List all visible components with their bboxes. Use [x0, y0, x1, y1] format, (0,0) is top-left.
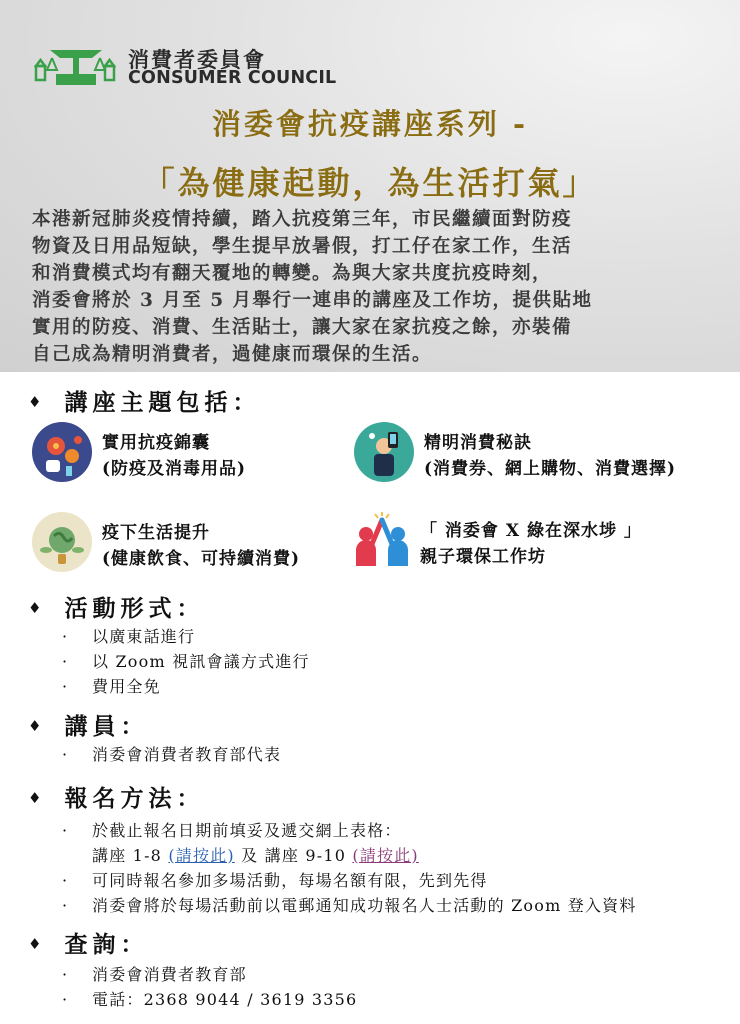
topic-detail: (防疫及消毒用品)	[102, 459, 247, 479]
diamond-bullet-icon: ♦	[28, 599, 47, 617]
list-item-text: 消委會消費者教育部	[92, 965, 247, 984]
section-title: 查詢：	[64, 931, 149, 958]
bullet-dot: ·	[62, 896, 69, 915]
list-item	[62, 893, 637, 918]
list-item	[62, 962, 357, 987]
topic-title: 精明消費秘訣	[424, 433, 532, 453]
topic-detail: (消費券、網上購物、消費選擇)	[424, 459, 677, 479]
bullet-dot: ·	[62, 652, 69, 671]
page-title: 消委會抗疫講座系列 -	[211, 107, 529, 141]
smart-shopper-icon	[354, 422, 414, 482]
bullet-dot: ·	[62, 627, 69, 646]
intro-line: 實用的防疫、消費、生活貼士，讓大家在家抗疫之餘，亦裝備	[32, 317, 573, 338]
list-item-text: 於截止報名日期前填妥及遞交網上表格：	[92, 821, 402, 840]
register-link-lectures-9-10[interactable]: (請按此)	[352, 846, 419, 865]
intro-line: 本港新冠肺炎疫情持續，踏入抗疫第三年，市民繼續面對防疫	[32, 209, 573, 230]
list-item	[62, 818, 637, 843]
register-link-lectures-1-8[interactable]: (請按此)	[168, 846, 235, 865]
high-five-icon	[350, 512, 410, 572]
list-item	[62, 868, 637, 893]
list-item-text: 費用全免	[92, 677, 161, 696]
list-item	[62, 624, 310, 649]
section-title: 活動形式：	[64, 595, 205, 622]
enquiry-list	[62, 962, 357, 1012]
topic-title: 疫下生活提升	[102, 523, 210, 543]
section-heading-speaker	[28, 708, 148, 741]
intro-line: 物資及日用品短缺，學生提早放暑假，打工仔在家工作，生活	[32, 236, 573, 257]
healthy-living-icon	[32, 512, 92, 572]
covid-virus-icon	[32, 422, 92, 482]
logo-chinese-name: 消費者委員會	[128, 48, 266, 72]
lecture-range-a: 講座 1-8	[92, 846, 163, 865]
list-item	[62, 987, 357, 1012]
page-subtitle: 「為健康起動，為生活打氣」	[142, 164, 598, 202]
diamond-bullet-icon: ♦	[28, 393, 47, 411]
format-list	[62, 624, 310, 699]
section-heading-format	[28, 590, 204, 623]
bullet-dot: ·	[62, 965, 69, 984]
registration-list	[62, 818, 637, 918]
bullet-dot: ·	[62, 990, 69, 1009]
section-title: 講員：	[64, 713, 149, 740]
section-title: 報名方法：	[64, 785, 205, 812]
bullet-dot: ·	[62, 745, 69, 764]
bullet-dot: ·	[62, 871, 69, 890]
list-item-continuation	[62, 843, 637, 868]
list-item-text: 以 Zoom 視訊會議方式進行	[92, 652, 310, 671]
logo-english-name: CONSUMER COUNCIL	[128, 68, 337, 88]
contact-phone: 電話：2368 9044 / 3619 3356	[92, 990, 358, 1009]
list-item	[62, 674, 310, 699]
list-item	[62, 742, 281, 767]
topic-title: 實用抗疫錦囊	[102, 433, 210, 453]
list-item-text: 消委會消費者教育部代表	[92, 745, 282, 764]
bullet-dot: ·	[62, 821, 69, 840]
topic-detail: 親子環保工作坊	[420, 547, 546, 567]
scales-logo-icon	[34, 44, 116, 88]
section-title: 講座主題包括：	[64, 389, 261, 416]
lecture-range-b: 及 講座 9-10	[241, 846, 347, 865]
topic-title: 「 消委會 X 綠在深水埗 」	[420, 521, 642, 541]
section-heading-topics	[28, 384, 260, 417]
intro-line: 和消費模式均有翻天覆地的轉變。為與大家共度抗疫時刻，	[32, 263, 553, 284]
intro-line: 消委會將於 3 月至 5 月舉行一連串的講座及工作坊，提供貼地	[32, 290, 593, 311]
header-banner	[0, 0, 740, 372]
list-item-text: 可同時報名參加多場活動，每場名額有限，先到先得	[92, 871, 488, 890]
section-heading-registration	[28, 780, 204, 813]
list-item-text: 消委會將於每場活動前以電郵通知成功報名人士活動的 Zoom 登入資料	[92, 896, 637, 915]
list-item-text: 以廣東話進行	[92, 627, 196, 646]
diamond-bullet-icon: ♦	[28, 789, 47, 807]
bullet-dot: ·	[62, 677, 69, 696]
consumer-council-logo	[34, 44, 337, 92]
list-item	[62, 649, 310, 674]
diamond-bullet-icon: ♦	[28, 935, 47, 953]
intro-paragraph	[32, 206, 716, 368]
intro-line: 自己成為精明消費者，過健康而環保的生活。	[32, 344, 433, 365]
diamond-bullet-icon: ♦	[28, 717, 47, 735]
topic-detail: (健康飲食、可持續消費)	[102, 549, 301, 569]
speaker-list	[62, 742, 281, 767]
section-heading-enquiry	[28, 926, 148, 959]
